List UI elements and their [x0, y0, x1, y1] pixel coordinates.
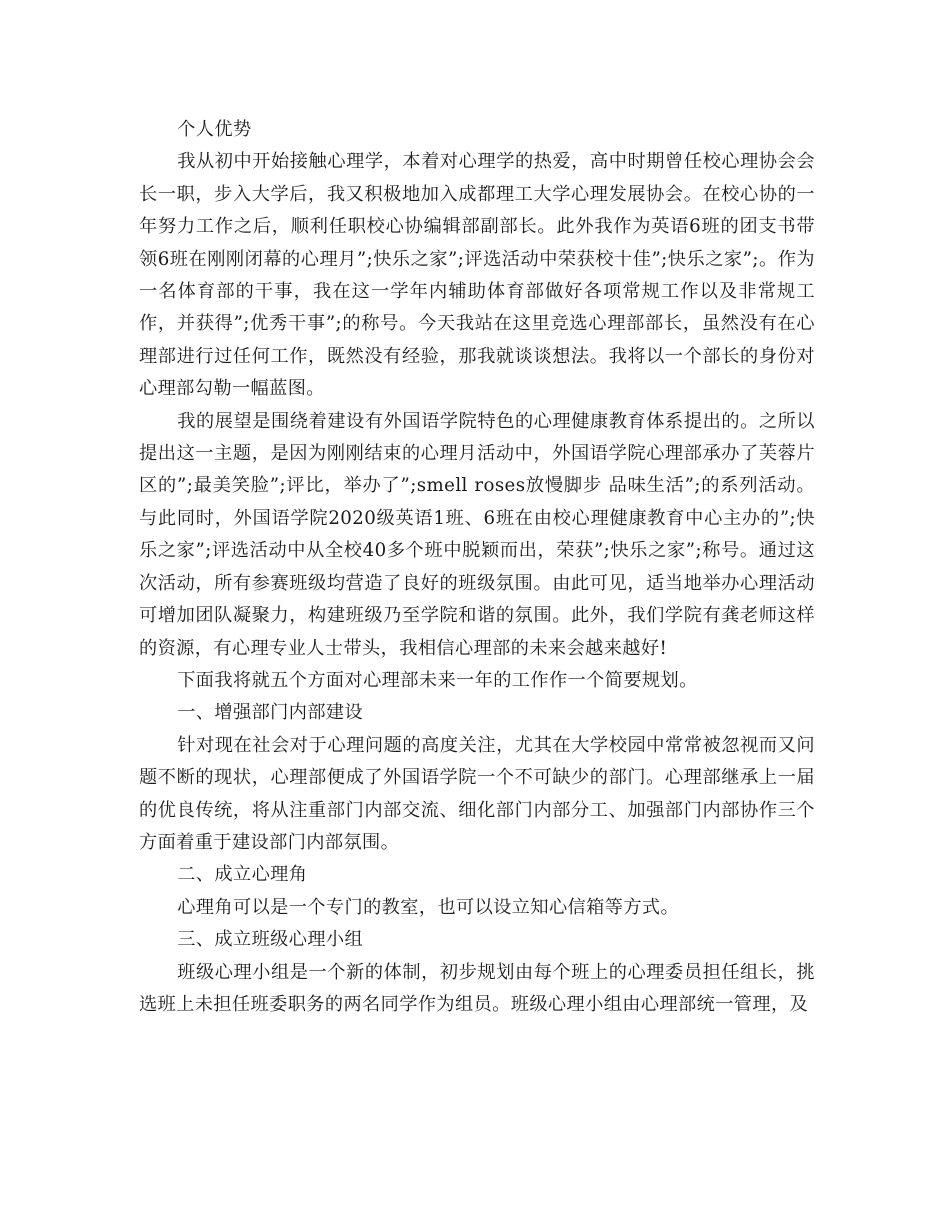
paragraph-vision: 我的展望是围绕着建设有外国语学院特色的心理健康教育体系提出的。之所以提出这一主题，是因为刚刚结束的心理月活动中，外国语学院心理部承办了芙蓉片区的”;最美笑脸”;评比，举办了”;smell roses放慢脚步 品味生活”;的系列活动。与此同时，外国语学院2020级英语1班、6班在由校心理健康教育中心主办的”;快乐之家”;评选活动中从全校40多个班中脱颖而出，荣获”;快乐之家”;称号。通过这次活动，所有参赛班级均营造了良好的班级氛围。由此可见，适当地举办心理活动可增加团队凝聚力，构建班级乃至学院和谐的氛围。此外，我们学院有龚老师这样的资源，有心理专业人士带头，我相信心理部的未来会越来越好!	[139, 410, 815, 659]
section-heading-1: 一、增强部门内部建设	[177, 702, 364, 724]
paragraph-internal-building: 针对现在社会对于心理问题的高度关注，尤其在大学校园中常常被忽视而又问题不断的现状，心理部便成了外国语学院一个不可缺少的部门。心理部继承上一届的优良传统，将从注重部门内部交流、细化部门内部分工、加强部门内部协作三个方面着重于建设部门内部氛围。	[139, 734, 815, 853]
section-heading-3: 三、成立班级心理小组	[177, 929, 364, 951]
paragraph-class-group: 班级心理小组是一个新的体制，初步规划由每个班上的心理委员担任组长，挑选班上未担任班委职务的两名同学作为组员。班级心理小组由心理部统一管理，及	[139, 961, 815, 1015]
paragraph-psych-corner: 心理角可以是一个专门的教室，也可以设立知心信箱等方式。	[177, 896, 680, 918]
section-heading-personal-strengths: 个人优势	[177, 119, 252, 140]
section-heading-2: 二、成立心理角	[177, 864, 308, 886]
paragraph-experience: 我从初中开始接触心理学，本着对心理学的热爱，高中时期曾任校心理协会会长一职，步入大学后，我又积极地加入成都理工大学心理发展协会。在校心协的一年努力工作之后，顺利任职校心协编辑部副部长。此外我作为英语6班的团支书带领6班在刚刚闭幕的心理月”;快乐之家”;评选活动中荣获校十佳”;快乐之家”;。作为一名体育部的干事，我在这一学年内辅助体育部做好各项常规工作以及非常规工作，并获得”;优秀干事”;的称号。今天我站在这里竞选心理部部长，虽然没有在心理部进行过任何工作，既然没有经验，那我就谈谈想法。我将以一个部长的身份对心理部勾勒一幅蓝图。	[139, 151, 815, 400]
paragraph-plan-intro: 下面我将就五个方面对心理部未来一年的工作作一个简要规划。	[177, 669, 698, 691]
document-body	[139, 114, 815, 1021]
